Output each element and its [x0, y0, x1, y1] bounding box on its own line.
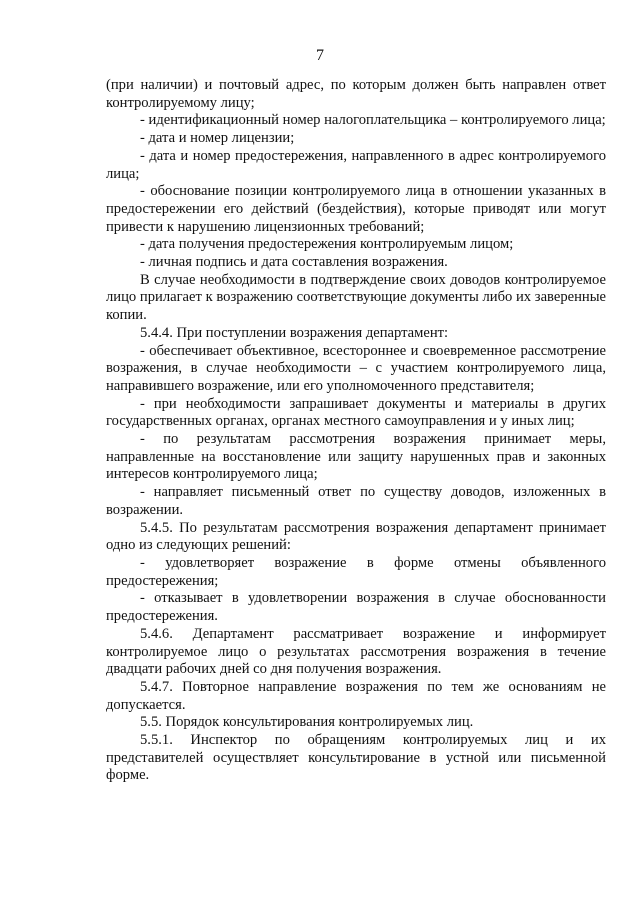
- paragraph-address-continuation: (при наличии) и почтовый адрес, по которым должен быть направлен ответ контролируемому лицу;: [106, 77, 606, 111]
- list-item-signature: - личная подпись и дата составления возражения.: [140, 254, 448, 271]
- section-5-4-7: 5.4.7. Повторное направление возражения по тем же основаниям не допускается.: [106, 678, 606, 713]
- list-item-inn: - идентификационный номер налогоплательщика – контролируемого лица;: [140, 112, 606, 129]
- section-5-4-5: 5.4.5. По результатам рассмотрения возражения департамент принимает одно из следующих решений:: [106, 519, 606, 554]
- list-item-warning-date: - дата и номер предостережения, направленного в адрес контролируемого лица;: [106, 147, 606, 182]
- list-item-receipt-date: - дата получения предостережения контролируемым лицом;: [140, 236, 514, 253]
- list-item-refuse: - отказывает в удовлетворении возражения в случае обоснованности предостережения.: [106, 590, 606, 625]
- section-5-5-1: 5.5.1. Инспектор по обращениям контролируемых лиц и их представителей осуществляет консультирование в устной или письменной форме.: [106, 732, 606, 784]
- list-item-measures: - по результатам рассмотрения возражения принимает меры, направленные на восстановление или защиту нарушенных прав и законных интересов контролируемого лица;: [106, 431, 606, 483]
- list-item-review: - обеспечивает объективное, всестороннее и своевременное рассмотрение возражения, в случае необходимости – с участием контролируемого лица, направившего возражение, или его уполномоченного представителя;: [106, 342, 606, 394]
- list-item-written-reply: - направляет письменный ответ по существу доводов, изложенных в возражении.: [106, 484, 606, 518]
- section-5-4-6: 5.4.6. Департамент рассматривает возражение и информирует контролируемое лицо о результатах рассмотрения возражения в течение двадцати рабочих дней со дня получения возражения.: [106, 625, 606, 678]
- list-item-satisfy: - удовлетворяет возражение в форме отмены объявленного предостережения;: [106, 554, 606, 589]
- page-number: 7: [316, 47, 324, 64]
- list-item-request-docs: - при необходимости запрашивает документы и материалы в других государственных органах, органах местного самоуправления и у иных лиц;: [106, 395, 606, 430]
- document-body: [106, 77, 606, 785]
- section-5-5: 5.5. Порядок консультирования контролируемых лиц.: [140, 714, 474, 731]
- list-item-license: - дата и номер лицензии;: [140, 130, 295, 147]
- paragraph-attachments: В случае необходимости в подтверждение своих доводов контролируемое лицо прилагает к возражению соответствующие документы либо их заверенные копии.: [106, 271, 606, 324]
- list-item-justification: - обоснование позиции контролируемого лица в отношении указанных в предостережении его действий (бездействия), которые приводят или могут привести к нарушению лицензионных требований;: [106, 183, 606, 235]
- section-5-4-4: 5.4.4. При поступлении возражения департамент:: [140, 324, 449, 341]
